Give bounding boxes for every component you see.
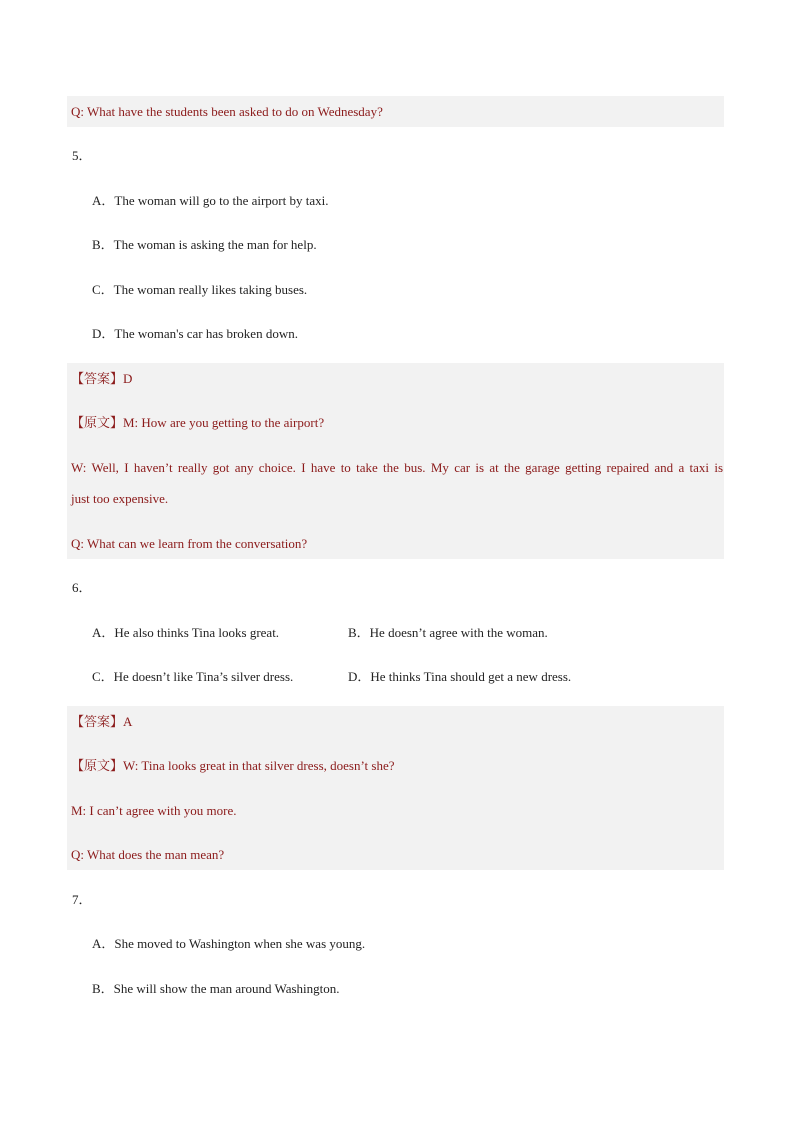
answer-block-q6 — [67, 706, 724, 870]
q7-option-a: A．She moved to Washington when she was young. — [92, 936, 366, 951]
q5-option-a: A．The woman will go to the airport by taxi. — [92, 193, 329, 208]
q5-answer: 【答案】D — [71, 371, 133, 386]
q5-transcript-line-1: 【原文】M: How are you getting to the airport? — [71, 415, 325, 430]
q6-answer: 【答案】A — [71, 714, 133, 729]
question-number-7: 7． — [72, 892, 92, 907]
q5-transcript-line-3: just too expensive. — [71, 491, 169, 506]
q5-transcript-line-2: W: Well, I haven’t really got any choice. I have to take the bus. My car is at the garage getting repaired and a taxi is — [71, 460, 723, 475]
q7-option-b: B．She will show the man around Washington. — [92, 981, 340, 996]
q6-option-b: B．He doesn’t agree with the woman. — [348, 625, 548, 640]
q6-option-d: D．He thinks Tina should get a new dress. — [348, 669, 572, 684]
q5-option-b: B．The woman is asking the man for help. — [92, 237, 317, 252]
q6-option-c: C．He doesn’t like Tina’s silver dress. — [92, 669, 294, 684]
q6-transcript-line-3: Q: What does the man mean? — [71, 847, 225, 862]
q5-transcript-line-4: Q: What can we learn from the conversation? — [71, 536, 308, 551]
q5-option-c: C．The woman really likes taking buses. — [92, 282, 308, 297]
question-number-6: 6． — [72, 580, 92, 595]
q6-transcript-line-2: M: I can’t agree with you more. — [71, 803, 237, 818]
q6-option-a: A．He also thinks Tina looks great. — [92, 625, 280, 640]
question-number-5: 5． — [72, 148, 92, 163]
q6-transcript-line-1: 【原文】W: Tina looks great in that silver dress, doesn’t she? — [71, 758, 395, 773]
q5-option-d: D．The woman's car has broken down. — [92, 326, 298, 341]
q4-question-line: Q: What have the students been asked to do on Wednesday? — [71, 104, 383, 119]
